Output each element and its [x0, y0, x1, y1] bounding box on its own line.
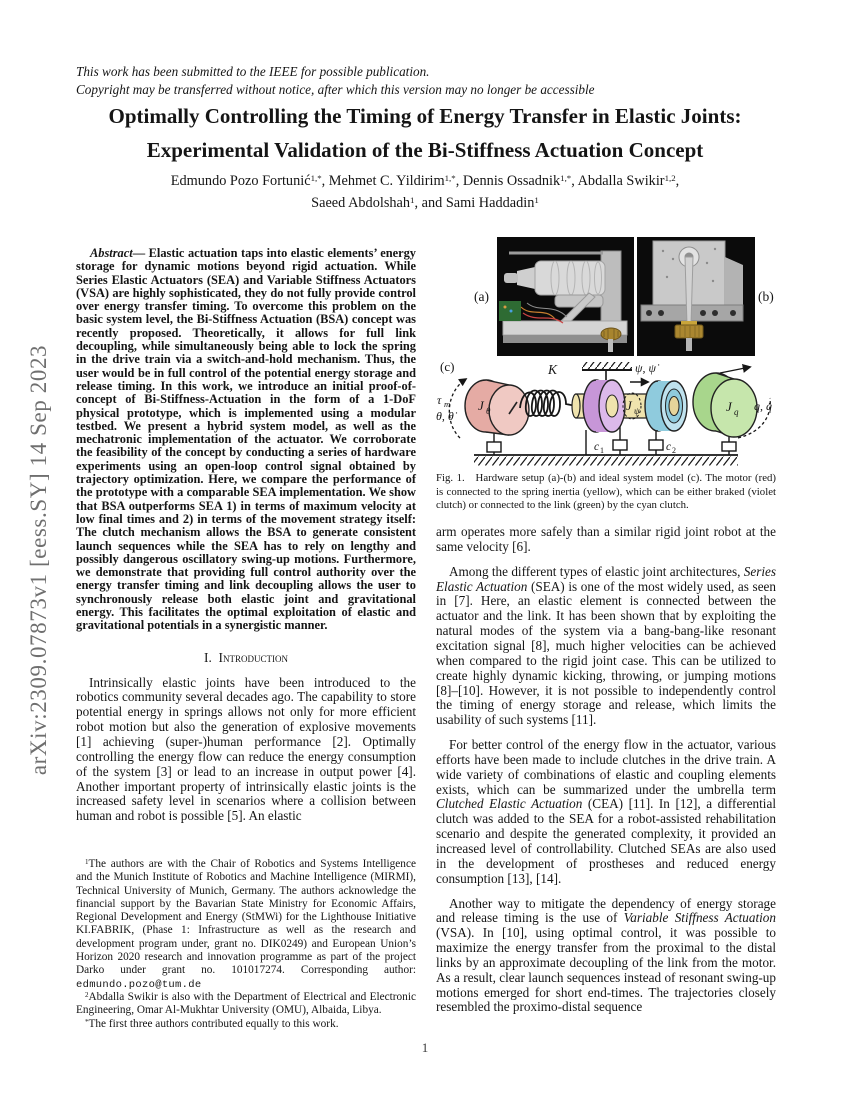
- page-number: 1: [421, 1040, 429, 1055]
- body-paragraph-another: Another way to mitigate the dependency of energy storage and release timing is the use of Variable Stiffness Actuation (VSA). In [10], using optimal control, it was possible to maximize the energy transfer from the proximal to the distal links by an approximate decoupling of the link from the motor. As a result, clear launch sequences instead of resonant swing-up motions emerged for short end-times. The trajectories closely resembled the proximo-distal sequence: [436, 895, 776, 1015]
- damper-motor-support: [487, 432, 501, 455]
- paper-title-line-2: Experimental Validation of the Bi-Stiffness Actuation Concept: [146, 138, 704, 163]
- spring-inertia-label: J: [626, 398, 632, 413]
- footnote-swikir: $^2$Abdalla Swikir is also with the Department of Electrical and Electronic Engineering, Omar Al-Mukhtar University (OMU), Albaida, Libya.: [76, 990, 416, 1017]
- damper-c2-label: c: [666, 441, 672, 453]
- figure-1: [436, 232, 776, 470]
- motor-torque-sub: m: [444, 399, 451, 409]
- left-column: [76, 240, 416, 824]
- notice-line-2: Copyright may be transferred without notice, after which this version may no longer be accessible: [76, 81, 595, 97]
- motor-torque-label: τ: [437, 393, 442, 407]
- link-arrow: [720, 367, 750, 373]
- figure-photo-a: [497, 237, 634, 356]
- figure-caption: Fig. 1. Hardware setup (a)-(b) and ideal system model (c). The motor (red) is connected to the spring inertia (yellow), which can be either braked (violet clutch) or connected to the link (green) by the cyan clutch.: [436, 472, 776, 512]
- abstract-paragraph: Abstract— Elastic actuation taps into elastic elements’ energy storage for dynamic motions beyond rigid actuation. While Series Elastic Actuators (SEA) and Variable Stiffness Actuators (VSA) are highly sophisticated, they do not fully provide control over energy transfer timing. To overcome this problem on the basic system level, the Bi-Stiffness Actuation (BSA) concept was recently proposed. Theoretically, it allows for full link decoupling, while simultaneously being able to lock the spring in the drive train via a switch-and-hold mechanism. Thus, the user would be in full control of the potential energy storage and release timing. In this work, we introduce an initial proof-of-concept of Bi-Stiffness-Actuation in the form of a 1-DoF physical prototype, which is implemented using a modular testbed. We present a hybrid system model, as well as the mechatronic implementation of the actuator. We corroborate the feasibility of the concept by conducting a series of hardware experiments using an open-loop control signal obtained by trajectory optimization. Here, we compare the performance of the prototype with a comparable SEA implementation. We show that BSA outperforms SEA 1) in terms of maximum velocity at low final times and 2) in terms of the movement strategy itself: The clutch mechanism allows the BSA to generate consistent launch sequences while the SEA has to rely on lengthy and possibly dangerous oscillatory swing-up motions. Furthermore, we demonstrate that providing full control authority over the energy transfer timing and link decoupling allows the user to synchronously release both elastic joint and gravitational energy. This facilitates the optimal exploitation of elastic and gravitational potentials in a synergistic manner.: [76, 246, 416, 633]
- body-paragraph-arm: arm operates more safely than a similar rigid joint robot at the same velocity [6].: [436, 524, 776, 554]
- hardware-photo-a-sketch: [497, 237, 634, 356]
- notice-line-1: This work has been submitted to the IEEE for possible publication.: [76, 64, 430, 79]
- violet-clutch: [583, 380, 625, 432]
- link-state-label: q, q̇: [754, 399, 772, 413]
- damper-c1-sub: 1: [600, 446, 604, 455]
- footnote-equal-contribution: *The first three authors contributed equally to this work.: [85, 1017, 339, 1030]
- cyan-clutch: [645, 381, 687, 431]
- footnote-block: [76, 858, 416, 1031]
- section-heading-introduction: I. Introduction: [204, 649, 288, 665]
- spring-inertia-sub: ψ: [634, 406, 640, 416]
- link-cylinder: [693, 373, 757, 437]
- diagram-c-label: (c): [440, 359, 455, 374]
- author-list: [40, 171, 810, 214]
- right-column: [436, 232, 776, 1015]
- motor-state-label: θ, θ̇: [436, 409, 454, 423]
- damper-c2-sub: 2: [672, 446, 676, 455]
- ieee-submission-notice: [76, 63, 766, 98]
- figure-photo-b: [637, 237, 755, 356]
- motor-inertia-label: J: [478, 398, 484, 413]
- link-inertia-label: J: [726, 399, 732, 414]
- figure-photo-b-label: (b): [758, 289, 774, 304]
- intro-paragraph: Intrinsically elastic joints have been introduced to the robotics community several decades ago. The capability to store potential energy in springs allows not only for more efficient robot motion but also the generation of explosive movements [1] achieving (super-)human performance [2]. Optimally controlling the energy flow can reduce the energy consumption of the system [3] or lead to an increase in output power [4]. Another important property of intrinsically elastic joints is the increased safety level in scenarios where a collision between human and robot is possible [5]. An elastic: [76, 674, 416, 824]
- footnote-affiliation: $^1$The authors are with the Chair of Robotics and Systems Intelligence and the Munich Institute of Robotics and Machine Intelligence (MIRMI), Technical University of Munich, Germany. The authors acknowledge the financial support by the Bavarian State Ministry for Economic Affairs, Regional Development and Energy (StMWi) for the Lighthouse Initiative KI.FABRIK, (Phase 1: Infrastructure as well as the research and development program under, grant no. DIK0249) and European Union’s Horizon 2020 research and innovation programme as part of the project Darko under grant no. 101017274. Corresponding author: edmundo.pozo@tum.de: [76, 857, 416, 991]
- body-paragraph-for: For better control of the energy flow in the actuator, various efforts have been made to include clutches in the drive train. A wide variety of combinations of elastic and coupling elements exists, which can be summarized under the umbrella term Clutched Elastic Actuation (CEA) [11]. In [12], a differential clutch was added to the SEA for a robot-assisted rehabilitation scenario and despite the generated complexity, it provided an increased level of controllability. Clutched SEAs are also used in the development of prostheses and reduced energy consumption [13], [14].: [436, 737, 776, 886]
- figure-photo-a-label: (a): [474, 289, 489, 304]
- spring-stiffness-label: K: [548, 362, 558, 377]
- damper-c1-label: c: [594, 441, 600, 453]
- figure-diagram-c: [436, 358, 776, 470]
- link-inertia-sub: q: [734, 407, 739, 417]
- author-line-2: Saeed Abdolshah$^1$, and Sami Haddadin$^1$: [311, 194, 539, 211]
- motor-inertia-sub: θ: [486, 406, 491, 416]
- arxiv-watermark: arXiv:2309.07873v1 [eess.SY] 14 Sep 2023: [26, 344, 51, 776]
- author-line-1: Edmundo Pozo Fortunić$^{1,*}$, Mehmet C. Yildirim$^{1,*}$, Dennis Ossadnik$^{1,*}$, Abdalla Swikir$^{1,2}$,: [170, 173, 680, 189]
- body-paragraph-among: Among the different types of elastic joint architectures, Series Elastic Actuation (SEA) is one of the most widely used, as seen in [7]. Here, an elastic element is connected between the actuator and the link. It has been shown that by exploiting the natural modes of the system via a bang-bang-like resonant excitation signal [8], much higher velocities can be achieved when compared to the rigid joint case. This can be utilized to create highly dynamic kicking, throwing, or jumping motions [8]–[10]. However, it is not possible to independently control the timing of energy storage and release, which limits the usability of such systems [11].: [436, 563, 776, 728]
- paper-title: [40, 99, 810, 167]
- damper-c2: [649, 430, 663, 455]
- paper-title-line-1: Optimally Controlling the Timing of Energy Transfer in Elastic Joints:: [108, 104, 742, 128]
- hardware-photo-b-sketch: [637, 237, 755, 356]
- spring-state-label: ψ, ψ̇: [635, 361, 656, 375]
- ground: [474, 455, 738, 466]
- fixed-wall: [582, 362, 632, 382]
- damper-link-support: [722, 437, 736, 455]
